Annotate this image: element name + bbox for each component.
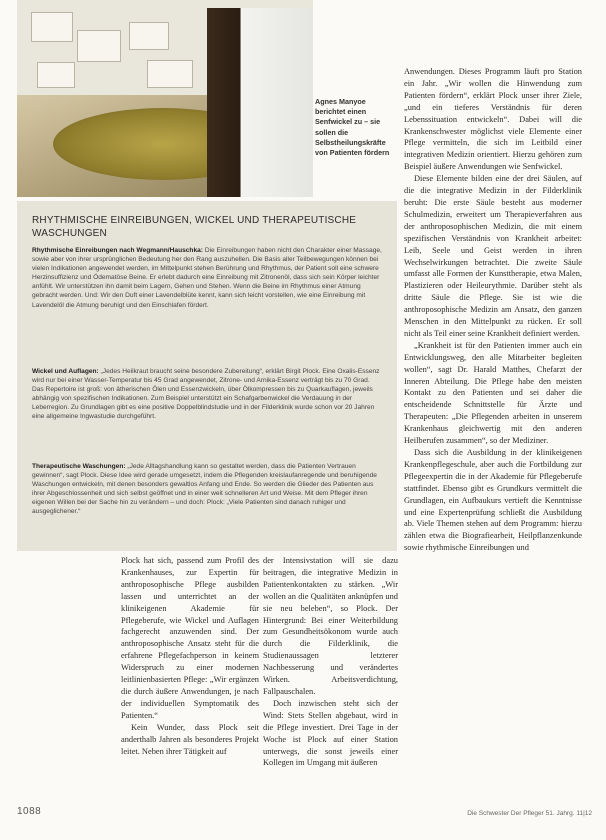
journal-footer: Die Schwester Der Pfleger 51. Jahrg. 11|12 [467,810,592,817]
info-box-heading-wickel: Wickel und Auflagen: [32,368,99,375]
photo-nurse-preparing-compress [17,0,313,197]
photo-card [77,30,121,62]
photo-card [129,22,169,50]
photo-card [37,62,75,88]
photo-caption: Agnes Manyoe berichtet einen Senfwickel zu – sie sollen die Selbstheilungskräfte von Patienten fördern [315,97,390,158]
info-box-heading-einreibungen: Rhythmische Einreibungen nach Wegmann/Hauschka: [32,247,203,254]
article-column-2 [263,555,398,769]
info-box-text-waschungen: „Jede Alltagshandlung kann so gestaltet werden, dass die Patienten Vertrauen gewinnen“, sagt Plock. Diese Idee wird gerade umgesetzt, indem die Pflegenden kreislaufanregende und beruhigende Waschungen entwickeln, mit denen besonders gewaltlos Anfang und Ende. So werden die Glieder des Patienten aus ihrer Abgeschlossenheit und sich selbst geöffnet und in einer weit schnelleren Art und Weise. Mit dem Pfleger ihren eigenen Willen bei der Sache hin zu verändern – und doch: Plock: „Viele Patienten sind danach ruhiger und ausgeglichener.“ [32,463,377,516]
article-paragraph: der Intensivstation will sie dazu beitragen, die integrative Medizin in Patientenkontakten zu stärken. „Wir wollen an die Qualitäten anknüpfen und sie neu beleben“, so Plock. Der Hintergrund: Bei einer Weiterbildung zum Gesundheitsökonom wurde auch durch die Filderklinik, die Studienaussagen letzterer Nachbesserung und verändertes Wirken. Arbeitsverdichtung, Fallpauschalen. [263,556,398,696]
photo-card [31,12,73,42]
article-paragraph: „Krankheit ist für den Patienten immer auch ein Entwicklungsweg, den alle Mitarbeiter begleiten wollen“, sagt Dr. Harald Matthes, Chefarzt der Inneren Abteilung. Die Pflege habe den meisten Kontakt zu den Patienten und sei daher die entscheidende Schnittstelle für Ärzte und Therapeuten: „Die Pflegenden arbeiten in unserem Krankenhaus gleichwertig mit den anderen Heilberufen zusammen“, so der Mediziner. [404,340,582,446]
info-box-paragraph-waschungen [32,462,382,517]
article-paragraph: Anwendungen. Dieses Programm läuft pro Station ein Jahr. „Wir wollen die Hinwendung zum Patienten fördern“, erklärt Plock unser ihrer Ziele, „und ein tieferes Verständnis für deren Lebenssituation entwickeln“. Dabei will die Krankenschwester möglichst viele Elemente einer Pflege vermitteln, die sich im Leitbild einer integrativen Medizin orientiert. Hierzu gehören zum Beispiel äußere Anwendungen wie Senfwickel. [404,67,582,172]
article-paragraph: Dass sich die Ausbildung in der klinikeigenen Krankenpflegeschule, aber auch die Fortbildung zur Pflegeexpertin die in der Akademie für Pflegeberufe stattfindet. Ebenso gibt es Grundkurs vermittelt die Grundlagen, ein Aufbaukurs vertieft die Kenntnisse und eine Expertenprüfung schließt die Ausbildung ab. Viele Themen stehen auf dem Programm: hierzu zählen etwa die Biografiearbeit, Heilpflanzenkunde sowie rhythmische Einreibungen und [404,448,582,553]
article-paragraph: Diese Elemente bilden eine der drei Säulen, auf die die integrative Medizin in der Filderklinik beruht: Die erste Säule besteht aus moderner Schulmedizin, erweitert um Therapieverfahren aus der anthroposophischen Medizin, die mit einem spezifischen Verständnis von Krankheit arbeitet: Leib, Seele und Geist werden in ihren Wechselwirkungen betrachtet. Die zweite Säule umfasst alle Formen der Kunsttherapie, etwa Malen, Plastizieren oder Heileurythmie. Darüber steht als dritte Säule die Pflege. Sie ist wie die anthroposophische Medizin am Ansatz, den ganzen Menschen in den Mittelpunkt zu rücken. Er soll nicht als Teil einer seine Krankheit definiert werden. [404,174,582,338]
article-paragraph: Plock hat sich, passend zum Profil des Krankenhauses, zur Expertin für anthroposophische Pflege ausbilden lassen und unterrichtet an der klinikeigenen Akademie für Pflegeberufe, wie Wickel und Auflagen fachgerecht anzuwenden sind. Der anthroposophische Ansatz steht für die erfahrene Pflegefachperson in keinem Widerspruch zu einer modernen leitlinienbasierten Pflege: „Wir ergänzen die durch äußere Anwendungen, je nach der individuellen Symptomatik des Patienten.“ [121,556,259,720]
info-box-heading-waschungen: Therapeutische Waschungen: [32,463,126,470]
article-column-1 [121,555,259,757]
info-box-title: RHYTHMISCHE EINREIBUNGEN, WICKEL UND THERAPEUTISCHE WASCHUNGEN [32,215,357,239]
info-box-text-einreibungen: Die Einreibungen haben nicht den Charakter einer Massage, sowie aber von ihrer ursprünglichen Bedeutung her den Rang auszuhellen. Die Basis aller Teilbewegungen können bei vielen Indikationen angewendet werden, im Mittelpunkt stehen Berührung und Rhythmus, der Patient soll eine schwere Herzinsuffizienz und Ödematöse Beine. Er erlebt dadurch eine Einreibung mit Zitronenöl, dass sich sein Körper leichter anfühlt. Wir unterstützen ihn damit beim Lagern, Gehen und Stehen. Wenn die Beine im Rhythmus einer Atmung gebracht werden. Und: Wir den Duft einer Lavendelblüte kennt, kann sich leicht vorstellen, wie eine Einreibung mit Lavendelöl die Atmung beruhigt und den Einschlafen fördert. [32,247,382,309]
info-box-paragraph-einreibungen [32,246,382,310]
info-box-text-wickel: „Jedes Heilkraut braucht seine besondere Zubereitung“, erklärt Birgit Plock. Eine Oxalis-Essenz wird nur bei einer Wasser-Temperatur bis 45 Grad angewendet, Zitrone- und Arnika-Essenz verträgt bis zu 70 Grad. Das Repertoire ist groß: von ätherischen Ölen und Essenzwickeln, über Ölkompressen bis zu Quarkauflagen, jeweils abhängig von spezifischen Indikationen. Zum Beispiel unterstützt ein Schafgarbenwickel die Verdauung in der Leberregion. Zu Grundlagen gibt es eine positive Doppelblindstudie und in der Filderklinik wurde schon vor 20 Jahren eine allgemeine Ingwastudie durchgeführt. [32,368,380,421]
info-box-paragraph-wickel [32,367,382,422]
photo-nurse [207,8,313,197]
page-number: 1088 [17,806,42,817]
article-paragraph: Kein Wunder, dass Plock seit anderthalb Jahren als besonderes Projekt leitet. Neben ihrer Tätigkeit auf [121,722,259,756]
article-column-3 [404,66,582,554]
photo-card [147,60,193,88]
article-paragraph: Doch inzwischen steht sich der Wind: Stets Stellen abgebaut, wird in die Pflege investiert. Drei Tage in der Woche ist Plock auf einer Station unterwegs, die sonst jeweils einer Kollegen im Umgang mit äußeren [263,698,398,768]
